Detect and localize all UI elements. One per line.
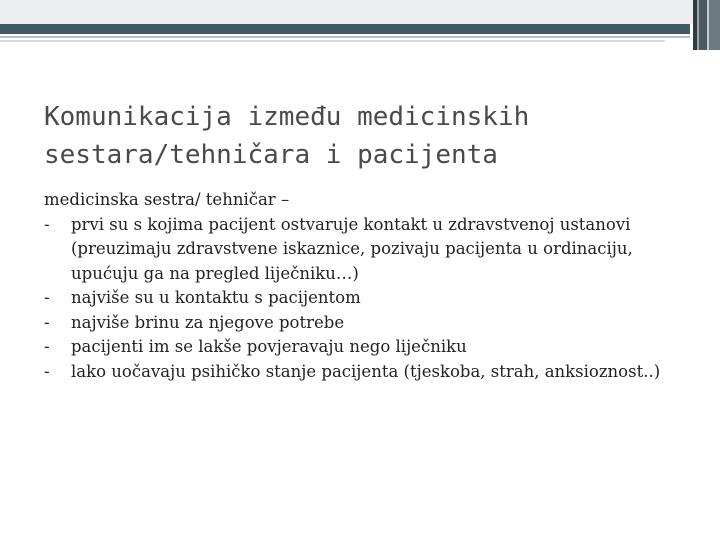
slide-body xyxy=(44,188,694,384)
header-band-dark xyxy=(0,24,690,34)
bullet-dash: - xyxy=(44,361,50,381)
list-item xyxy=(44,360,694,385)
bullet-dash: - xyxy=(44,312,50,332)
slide-title-line-2: sestara/tehničara i pacijenta xyxy=(44,140,498,170)
bullet-text: najviše su u kontaktu s pacijentom xyxy=(71,288,361,307)
slide-title-line-1: Komunikacija između medicinskih xyxy=(44,102,530,132)
bullet-dash: - xyxy=(44,288,50,307)
bullet-list xyxy=(44,213,694,385)
bullet-text: pacijenti im se lakše povjeravaju nego liječniku xyxy=(71,337,467,356)
bullet-text: prvi su s kojima pacijent ostvaruje kontakt u zdravstvenoj ustanovi (preuzimaju zdravstvene iskaznice, pozivaju pacijenta u ordinaciju, upućuju ga na pregled liječniku…) xyxy=(71,214,633,283)
header-corner-block xyxy=(693,0,720,50)
list-item xyxy=(44,213,694,287)
list-item xyxy=(44,286,694,311)
bullet-dash: - xyxy=(44,214,50,234)
header-band-light xyxy=(0,0,720,24)
list-item xyxy=(44,311,694,336)
header-rule-secondary xyxy=(0,40,665,42)
bullet-dash: - xyxy=(44,337,50,356)
header-rule xyxy=(0,36,690,38)
intro-line: medicinska sestra/ tehničar – xyxy=(44,190,290,209)
bullet-text: najviše brinu za njegove potrebe xyxy=(71,312,345,332)
slide-title xyxy=(44,98,684,174)
decorative-header-band xyxy=(0,0,720,50)
list-item xyxy=(44,335,694,360)
bullet-text: lako uočavaju psihičko stanje pacijenta (tjeskoba, strah, anksioznost..) xyxy=(71,361,661,381)
